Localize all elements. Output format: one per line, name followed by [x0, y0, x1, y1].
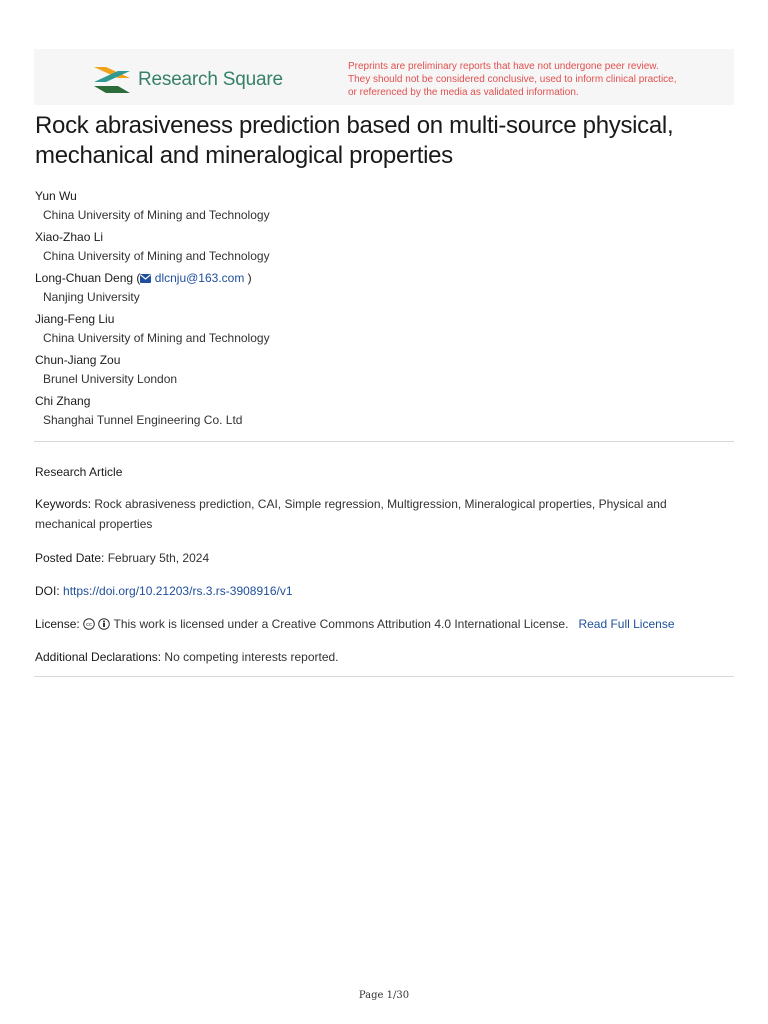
author-entry: [35, 270, 725, 305]
attribution-icon: [98, 616, 110, 636]
divider: [34, 676, 734, 677]
notice-line: or referenced by the media as validated information.: [348, 87, 579, 98]
author-affiliation: Brunel University London: [43, 372, 178, 386]
author-affiliation: China University of Mining and Technology: [43, 331, 270, 345]
posted-date: [35, 548, 725, 568]
author-affiliation: China University of Mining and Technology: [43, 249, 270, 263]
author-entry: [35, 229, 725, 264]
additional-declarations: [35, 647, 725, 667]
keywords: [35, 494, 725, 534]
preprint-notice: [348, 60, 728, 99]
author-name: Xiao-Zhao Li: [35, 230, 104, 244]
keywords-value: Rock abrasiveness prediction, CAI, Simple regression, Multigression, Mineralogical properties, Physical and mechanical properties: [35, 497, 667, 531]
notice-line: Preprints are preliminary reports that have not undergone peer review.: [348, 61, 659, 72]
page-number: Page 1/30: [358, 990, 410, 1001]
doi-label: DOI:: [35, 584, 60, 598]
paper-title: Rock abrasiveness prediction based on multi-source physical, mechanical and mineralogical properties: [35, 112, 674, 169]
author-affiliation: Nanjing University: [43, 290, 140, 304]
author-entry: [35, 188, 725, 223]
author-entry: [35, 352, 725, 387]
declarations-value: No competing interests reported.: [164, 650, 339, 664]
posted-date-label: Posted Date:: [35, 551, 105, 565]
author-list: [35, 188, 725, 434]
author-affiliation: China University of Mining and Technology: [43, 208, 270, 222]
license-label: License:: [35, 617, 80, 631]
creative-commons-icon: [83, 616, 95, 636]
author-name: Jiang-Feng Liu: [35, 312, 115, 326]
notice-line: They should not be considered conclusive, used to inform clinical practice,: [348, 74, 677, 85]
author-entry: [35, 393, 725, 428]
license-value: This work is licensed under a Creative Commons Attribution 4.0 International License.: [113, 617, 569, 631]
author-name: Chun-Jiang Zou: [35, 353, 121, 367]
svg-text:cc: cc: [86, 622, 93, 629]
article-type-label: Research Article: [35, 465, 123, 479]
mail-icon: [140, 271, 151, 287]
logo-text: Research Square: [138, 69, 283, 90]
author-name: Chi Zhang: [35, 394, 91, 408]
author-name: Long-Chuan Deng: [35, 271, 134, 285]
declarations-label: Additional Declarations:: [35, 650, 162, 664]
doi: [35, 581, 725, 601]
research-square-logo[interactable]: [94, 64, 283, 96]
article-type: [35, 462, 725, 482]
author-name: Yun Wu: [35, 189, 77, 203]
author-email-link[interactable]: dlcnju@163.com: [154, 271, 245, 285]
author-affiliation: Shanghai Tunnel Engineering Co. Ltd: [43, 413, 243, 427]
license: [35, 614, 725, 636]
corresponding-author: Long-Chuan Deng ( dlcnju@163.com ): [35, 271, 252, 285]
divider: [34, 441, 734, 442]
read-full-license-link[interactable]: Read Full License: [578, 617, 675, 631]
keywords-label: Keywords:: [35, 497, 92, 511]
doi-link[interactable]: https://doi.org/10.21203/rs.3.rs-3908916/v1: [63, 584, 293, 598]
posted-date-value: February 5th, 2024: [107, 551, 210, 565]
research-square-logo-icon: [94, 64, 130, 96]
author-entry: [35, 311, 725, 346]
